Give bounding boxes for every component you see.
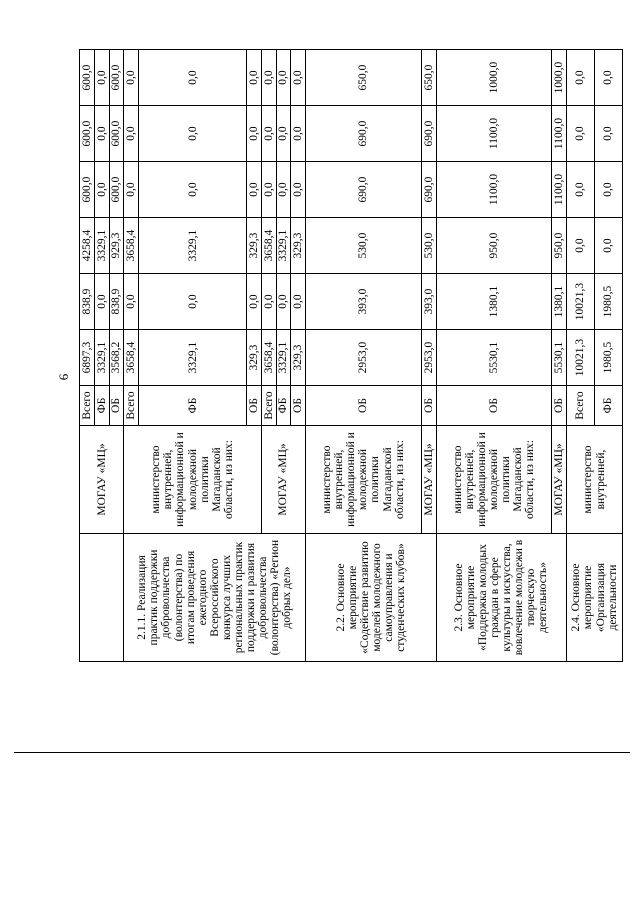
- table-cell: 329,3: [246, 218, 261, 274]
- table-cell: МОГАУ «МЦ»: [80, 426, 124, 534]
- table-cell: 0,0: [276, 162, 291, 218]
- rotated-table-wrapper: [79, 50, 623, 662]
- table-cell: ФБ: [139, 386, 247, 426]
- table-cell: 1100,0: [436, 162, 552, 218]
- table-cell: ФБ: [276, 386, 291, 426]
- table-cell: 650,0: [306, 50, 422, 106]
- table-cell: 0,0: [246, 162, 261, 218]
- table-cell: 2.4. Основное мероприятие «Организация деятельности: [567, 534, 623, 662]
- table-cell: 0,0: [139, 106, 247, 162]
- bottom-divider-line: [14, 752, 630, 753]
- table-cell: 3658,4: [124, 330, 139, 386]
- table-cell: 0,0: [567, 218, 595, 274]
- table-cell: 2953,0: [306, 330, 422, 386]
- table-cell: 6897,3: [80, 330, 95, 386]
- table-cell: 690,0: [421, 106, 436, 162]
- table-cell: 0,0: [246, 106, 261, 162]
- table-cell: 600,0: [80, 162, 95, 218]
- table-row: [567, 50, 595, 662]
- table-cell: ФБ: [594, 386, 622, 426]
- table-cell: 1000,0: [552, 50, 567, 106]
- table-cell: 0,0: [246, 274, 261, 330]
- table-cell: МОГАУ «МЦ»: [421, 426, 436, 534]
- table-cell: 690,0: [306, 162, 422, 218]
- table-cell: 690,0: [421, 162, 436, 218]
- table-cell: ОБ: [291, 386, 306, 426]
- table-cell: 0,0: [567, 106, 595, 162]
- table-cell: 3658,4: [261, 330, 276, 386]
- table-cell: 3329,1: [276, 218, 291, 274]
- table-cell: 838,9: [80, 274, 95, 330]
- table-cell: 690,0: [306, 106, 422, 162]
- table-cell: 3329,1: [94, 330, 109, 386]
- table-cell: 950,0: [552, 218, 567, 274]
- table-cell: МОГАУ «МЦ»: [552, 426, 567, 534]
- table-cell: 0,0: [246, 50, 261, 106]
- table-cell: 0,0: [291, 50, 306, 106]
- table-cell: 1000,0: [436, 50, 552, 106]
- table-cell: 3329,1: [94, 218, 109, 274]
- table-row: [306, 50, 422, 662]
- table-cell: 0,0: [139, 50, 247, 106]
- table-cell: 0,0: [261, 162, 276, 218]
- table-cell: 0,0: [261, 50, 276, 106]
- table-cell: 0,0: [124, 50, 139, 106]
- table-cell: министерство внутренней, информационной и молодежной политики Магаданской области, из них:: [306, 426, 422, 534]
- table-cell: 1100,0: [436, 106, 552, 162]
- table-cell: 3329,1: [139, 218, 247, 274]
- table-cell: Всего: [567, 386, 595, 426]
- table-cell: министерство внутренней, информационной и молодежной политики Магаданской области, из них:: [124, 426, 261, 534]
- table-cell: 1980,5: [594, 330, 622, 386]
- table-cell: ОБ: [306, 386, 422, 426]
- table-cell: 929,3: [109, 218, 124, 274]
- table-cell: 0,0: [139, 274, 247, 330]
- table-cell: 0,0: [124, 106, 139, 162]
- table-cell: Всего: [80, 386, 95, 426]
- table-cell: 3658,4: [261, 218, 276, 274]
- table-cell: 329,3: [246, 330, 261, 386]
- table-cell: 600,0: [109, 162, 124, 218]
- table-cell: МОГАУ «МЦ»: [261, 426, 305, 534]
- table-cell: 1100,0: [552, 162, 567, 218]
- table-cell: 393,0: [421, 274, 436, 330]
- table-cell: 329,3: [291, 330, 306, 386]
- table-cell: 2.2. Основное мероприятие «Содействие развитию моделей молодежного самоуправления и студенческих клубов»: [306, 534, 436, 662]
- table-cell: 950,0: [436, 218, 552, 274]
- table-cell: 1380,1: [552, 274, 567, 330]
- table-cell: 0,0: [594, 162, 622, 218]
- table-cell: ОБ: [421, 386, 436, 426]
- table-row: [124, 50, 139, 662]
- table-cell: 0,0: [94, 106, 109, 162]
- table-cell: 0,0: [94, 50, 109, 106]
- table-cell: ОБ: [552, 386, 567, 426]
- table-cell: 0,0: [276, 106, 291, 162]
- table-cell: 530,0: [421, 218, 436, 274]
- table-cell: 3329,1: [139, 330, 247, 386]
- table-cell: 0,0: [291, 274, 306, 330]
- table-cell: 1980,5: [594, 274, 622, 330]
- table-cell: ОБ: [436, 386, 552, 426]
- table-cell: 0,0: [124, 162, 139, 218]
- table-cell: 600,0: [109, 50, 124, 106]
- table-cell: 0,0: [261, 106, 276, 162]
- table-cell: 0,0: [291, 162, 306, 218]
- table-cell: ОБ: [246, 386, 261, 426]
- table-cell: 0,0: [261, 274, 276, 330]
- table-cell: 600,0: [80, 50, 95, 106]
- page-number: 6: [56, 373, 71, 381]
- table-cell: 530,0: [306, 218, 422, 274]
- table-cell: 0,0: [594, 218, 622, 274]
- table-cell: 0,0: [139, 162, 247, 218]
- table-cell: [80, 534, 124, 662]
- table-cell: 5530,1: [436, 330, 552, 386]
- table-cell: министерство внутренней,: [567, 426, 623, 534]
- table-cell: 2.1.1. Реализация практик поддержки добровольчества (волонтерства) по итогам проведения ежегодного Всероссийского конкурса лучших региональных практик поддержки и развития добровольчества (волонтерства) «Регион добрых дел»: [124, 534, 306, 662]
- budget-table: [79, 49, 623, 662]
- table-cell: 0,0: [291, 106, 306, 162]
- table-cell: ОБ: [109, 386, 124, 426]
- table-cell: 329,3: [291, 218, 306, 274]
- table-cell: 838,9: [109, 274, 124, 330]
- table-cell: 1100,0: [552, 106, 567, 162]
- table-cell: 4258,4: [80, 218, 95, 274]
- table-cell: 0,0: [94, 274, 109, 330]
- table-cell: 650,0: [421, 50, 436, 106]
- table-row: [436, 50, 552, 662]
- table-cell: министерство внутренней, информационной и молодежной политики Магаданской области, из них:: [436, 426, 552, 534]
- table-cell: 0,0: [276, 274, 291, 330]
- table-cell: Всего: [124, 386, 139, 426]
- table-cell: 0,0: [567, 50, 595, 106]
- table-cell: 3568,2: [109, 330, 124, 386]
- table-cell: 0,0: [276, 50, 291, 106]
- table-row: [80, 50, 95, 662]
- table-cell: 1380,1: [436, 274, 552, 330]
- table-cell: 2.3. Основное мероприятие «Поддержка молодых граждан в сфере культуры и искусства, вовлечение молодежи в творческую деятельность»: [436, 534, 566, 662]
- table-cell: 393,0: [306, 274, 422, 330]
- table-cell: 0,0: [124, 274, 139, 330]
- table-cell: 5530,1: [552, 330, 567, 386]
- table-cell: 600,0: [109, 106, 124, 162]
- table-cell: 2953,0: [421, 330, 436, 386]
- table-cell: 0,0: [594, 50, 622, 106]
- table-cell: 3329,1: [276, 330, 291, 386]
- table-cell: 10021,3: [567, 274, 595, 330]
- table-cell: 0,0: [567, 162, 595, 218]
- table-cell: 3658,4: [124, 218, 139, 274]
- table-cell: 10021,3: [567, 330, 595, 386]
- table-cell: 0,0: [594, 106, 622, 162]
- table-cell: ФБ: [94, 386, 109, 426]
- table-cell: 0,0: [94, 162, 109, 218]
- table-cell: 600,0: [80, 106, 95, 162]
- table-cell: Всего: [261, 386, 276, 426]
